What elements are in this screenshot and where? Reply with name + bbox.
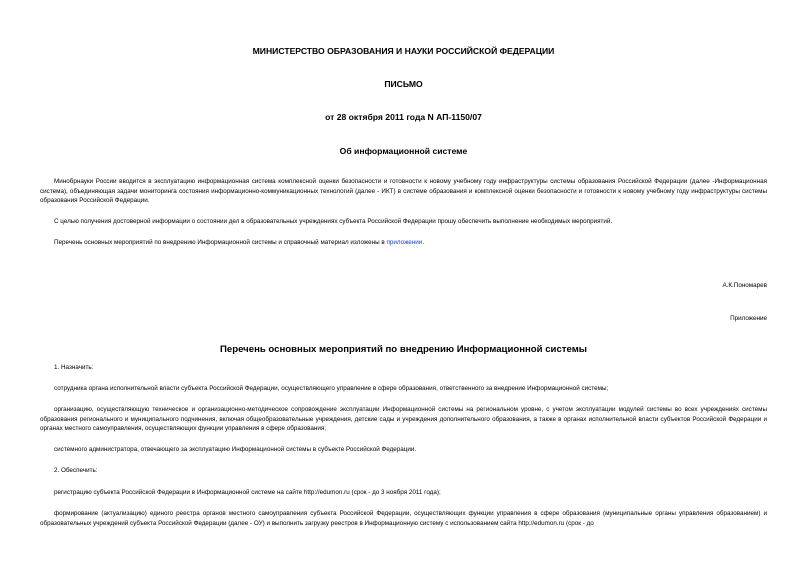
doc-subject: Об информационной системе	[339, 146, 468, 156]
letter-paragraph-3	[40, 238, 767, 248]
letter-paragraph-2: С целью получения достоверной информации о состоянии дел в образовательных учреждениях субъекта Российской Федерации прошу обеспечить выполнение необходимых мероприятий.	[54, 218, 613, 225]
appendix-label: Приложение	[730, 315, 767, 322]
list-item-1c: системного администратора, отвечающего за эксплуатацию Информационной системы в субъекте Российской Федерации.	[54, 446, 417, 453]
appendix-link[interactable]: приложении	[386, 239, 423, 246]
doc-type: ПИСЬМО	[384, 79, 423, 89]
doc-date: от 28 октября 2011 года N АП-1150/07	[325, 112, 482, 122]
letter-paragraph-3-end: .	[422, 239, 425, 246]
ministry-heading: МИНИСТЕРСТВО ОБРАЗОВАНИЯ И НАУКИ РОССИЙСКОЙ ФЕДЕРАЦИИ	[252, 46, 555, 56]
signature: А.К.Пономарев	[722, 282, 767, 289]
list-item-2: 2. Обеспечить:	[54, 467, 98, 474]
list-item-1: 1. Назначить:	[54, 364, 94, 371]
list-item-1a: сотрудника органа исполнительной власти субъекта Российской Федерации, осуществляющего управление в сфере образования, ответственного за внедрение Информационной системы;	[54, 385, 609, 392]
letter-paragraph-1: Минобрнауки России вводится в эксплуатацию информационная система комплексной оценки безопасности и готовности к новому учебному году инфраструктуры системы образования Российской Федерации (далее -Информационная система), объединяющая задачи мониторинга состояния информационно-коммуникационных технологий (далее - ИКТ) в системе образования и комплексной оценки безопасности и готовности к новому учебному году инфраструктуры системы образования Российской Федерации.	[40, 178, 767, 205]
list-item-2a: регистрацию субъекта Российской Федерации в Информационной системе на сайте http://edumon.ru (срок - до 3 ноября 2011 года);	[54, 489, 441, 496]
letter-paragraph-3-text: Перечень основных мероприятий по внедрению Информационной системы и справочный материал изложены в	[54, 239, 387, 246]
list-item-1b: организацию, осуществляющую техническое и организационно-методическое сопровождение эксплуатации Информационной системы на региональном уровне, с учетом эксплуатации модулей системы во всех учреждениях системы образования регионального и муниципального подчинения, включая общеобразовательные учреждения, детские сады и учреждения дополнительного образования, а также в органах исполнительной власти субъектов Российской Федерации и органах местного самоуправления, осуществляющих функции управления в сфере образования;	[40, 406, 767, 433]
appendix-title: Перечень основных мероприятий по внедрению Информационной системы	[219, 344, 587, 355]
list-item-2b: формирование (актуализацию) единого реестра органов местного самоуправления субъекта Российской Федерации, осуществляющих функции управления в сфере образования (муниципальные органы управления образованием) и образовательных учреждений субъекта Российской Федерации (далее - ОУ) и выполнить загрузку реестров в Информационную систему с использованием сайта http://edumon.ru (срок - до	[40, 510, 767, 527]
